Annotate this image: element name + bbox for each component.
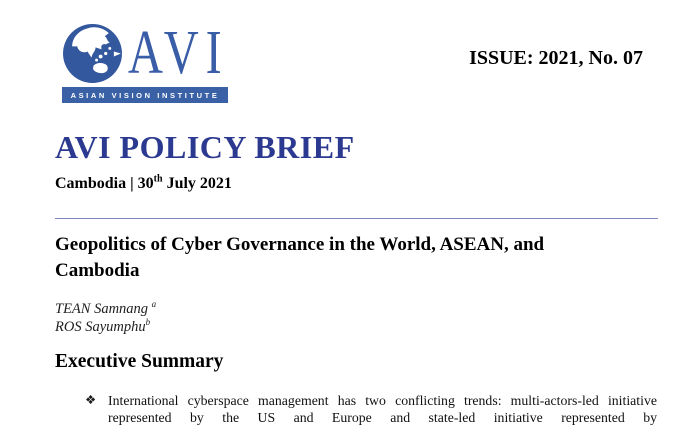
author-line-2: [55, 318, 156, 336]
section-heading: Executive Summary: [55, 351, 224, 372]
bullet-text: International cyberspace management has two conflicting trends: multi-actors-led initiative represented by the US and Europe and state-led initiative represented by: [108, 393, 657, 425]
avi-logo: [62, 19, 232, 104]
author-1-footnote-mark: a: [151, 299, 157, 310]
dateline-ordinal: th: [153, 173, 163, 185]
dateline-prefix: Cambodia | 30: [55, 175, 154, 192]
author-1-name: TEAN Samnang: [55, 301, 152, 317]
article-title: Geopolitics of Cyber Governance in the World, ASEAN, and Cambodia: [55, 234, 545, 281]
issue-label: ISSUE: 2021, No. 07: [469, 47, 643, 69]
dateline-suffix: July 2021: [162, 175, 232, 192]
masthead-title: AVI POLICY BRIEF: [55, 129, 355, 165]
logo-tagline: ASIAN VISION INSTITUTE: [62, 87, 228, 103]
divider-rule: [55, 218, 658, 219]
author-line-1: [55, 300, 156, 318]
author-2-name: ROS Sayumphu: [55, 319, 146, 335]
author-block: [55, 300, 156, 336]
author-2-footnote-mark: b: [145, 317, 151, 328]
diamond-bullet-icon: ❖: [85, 393, 97, 407]
bullet-item: [85, 392, 657, 426]
logo-acronym: AVI: [128, 19, 229, 87]
globe-asia-icon: [62, 23, 123, 84]
dateline: [55, 175, 232, 193]
